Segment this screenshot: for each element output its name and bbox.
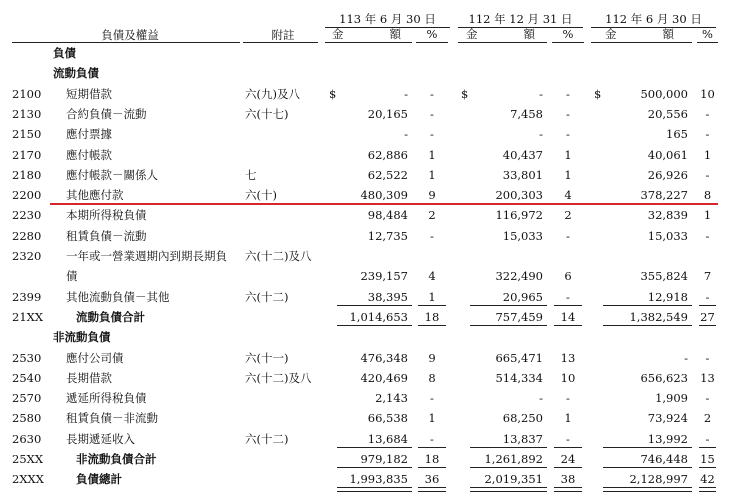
percent-value: - <box>430 107 434 121</box>
amount-rule <box>325 42 412 43</box>
account-code: 2130 <box>12 107 42 121</box>
amount-value: 26,926 <box>647 168 688 182</box>
percent-value: 1 <box>428 290 436 304</box>
percent-value: 1 <box>703 148 712 162</box>
account-name: 應付票據 <box>66 127 112 141</box>
account-code: 2180 <box>12 168 42 182</box>
amount-value: 514,334 <box>495 371 543 385</box>
percent-value: - <box>566 391 570 405</box>
percent-value: - <box>430 432 434 446</box>
percent-value: - <box>705 127 710 141</box>
note-ref: 六(十一) <box>245 351 289 365</box>
account-code: 2399 <box>12 290 42 304</box>
percent-value: 9 <box>428 351 436 365</box>
note-ref: 六(十二)及八 <box>245 249 312 263</box>
account-name: 租賃負債－流動 <box>66 229 147 243</box>
subtotal-rule <box>337 305 412 306</box>
amount-value: 62,522 <box>367 168 408 182</box>
header-note-label: 附註 <box>271 28 295 42</box>
account-name: 應付帳款－關係人 <box>66 168 158 182</box>
note-ref: 六(十二) <box>245 290 289 304</box>
percent-value: - <box>566 127 570 141</box>
amount-value: - <box>539 127 543 141</box>
amount-value: 68,250 <box>502 411 543 425</box>
period-date-label: 112 年 6 月 30 日 <box>605 12 702 26</box>
amount-value: 480,309 <box>360 188 408 202</box>
subtotal-rule <box>470 467 547 468</box>
amount-value: 1,261,892 <box>484 452 543 466</box>
account-code: 2630 <box>12 432 42 446</box>
note-ref: 六(十二) <box>245 432 289 446</box>
account-code: 2170 <box>12 148 42 162</box>
amount-value: 15,033 <box>502 229 543 243</box>
subtotal-rule <box>554 467 582 468</box>
percent-value: 8 <box>703 188 712 202</box>
amount-value: - <box>684 351 688 365</box>
percent-value: 1 <box>428 168 436 182</box>
percent-value: 36 <box>424 472 440 486</box>
amount-value: 38,395 <box>367 290 408 304</box>
percent-value: - <box>566 87 570 101</box>
amount-value: 62,886 <box>367 148 408 162</box>
subtotal-rule <box>699 305 716 306</box>
subtotal-rule <box>470 325 547 326</box>
subtotal-rule <box>603 305 692 306</box>
subtotal-rule <box>418 325 446 326</box>
account-code: 2320 <box>12 249 42 263</box>
percent-value: 14 <box>560 310 576 324</box>
amount-value: 13,992 <box>647 432 688 446</box>
percent-value: - <box>705 168 710 182</box>
subtotal-rule <box>603 325 692 326</box>
account-name: 遞延所得稅負債 <box>66 391 147 405</box>
account-name: 合約負債－流動 <box>66 107 147 121</box>
subtotal-rule <box>699 447 716 448</box>
section-heading: 流動負債 <box>53 66 99 80</box>
amount-value: 13,837 <box>502 432 543 446</box>
double-rule <box>554 487 582 492</box>
percent-value: 24 <box>560 452 576 466</box>
subtotal-rule <box>470 447 547 448</box>
highlight-underline <box>50 203 718 205</box>
subtotal-rule <box>337 447 412 448</box>
pct-label: % <box>426 27 438 41</box>
amount-value: 420,469 <box>360 371 408 385</box>
account-name: 應付公司債 <box>66 351 124 365</box>
account-code: 25XX <box>12 452 44 466</box>
amount-value: 1,993,835 <box>349 472 408 486</box>
percent-value: - <box>430 87 434 101</box>
percent-value: - <box>430 229 434 243</box>
pct-rule <box>697 42 718 43</box>
subtotal-rule <box>418 305 446 306</box>
double-rule <box>603 487 692 492</box>
percent-value: 42 <box>700 472 715 486</box>
amount-value: 165 <box>666 127 688 141</box>
percent-value: - <box>705 351 710 365</box>
amount-value: 500,000 <box>640 87 688 101</box>
account-name: 長期遞延收入 <box>66 432 135 446</box>
amount-value: 116,972 <box>495 208 543 222</box>
amount-value: 656,623 <box>640 371 688 385</box>
account-name: 長期借款 <box>66 371 112 385</box>
subtotal-rule <box>699 467 716 468</box>
percent-value: - <box>705 391 710 405</box>
subtotal-rule <box>337 467 412 468</box>
percent-value: 1 <box>564 168 572 182</box>
subtotal-rule <box>554 447 582 448</box>
account-code: 2530 <box>12 351 42 365</box>
account-code: 2200 <box>12 188 42 202</box>
percent-value: 18 <box>424 452 440 466</box>
dollar-sign: $ <box>329 87 337 101</box>
account-code: 2570 <box>12 391 42 405</box>
percent-value: - <box>566 290 570 304</box>
amount-value: 355,824 <box>640 269 688 283</box>
percent-value: 10 <box>560 371 576 385</box>
percent-value: - <box>705 290 710 304</box>
amount-rule <box>458 42 547 43</box>
subtotal-label: 流動負債合計 <box>76 310 145 324</box>
percent-value: 1 <box>564 411 572 425</box>
account-code: 2230 <box>12 208 42 222</box>
header-rule <box>12 42 240 43</box>
account-name: 短期借款 <box>66 87 112 101</box>
percent-value: - <box>430 391 434 405</box>
percent-value: - <box>705 107 710 121</box>
amount-value: 239,157 <box>360 269 408 283</box>
amount-label: 金 額 <box>466 27 535 41</box>
note-ref: 七 <box>245 168 257 182</box>
percent-value: 27 <box>700 310 715 324</box>
amount-value: 979,182 <box>360 452 408 466</box>
account-name: 一年或一營業週期內到期長期負 <box>66 249 227 263</box>
amount-value: 33,801 <box>502 168 543 182</box>
subtotal-rule <box>699 325 716 326</box>
subtotal-rule <box>554 305 582 306</box>
amount-value: 12,735 <box>367 229 408 243</box>
amount-value: 378,227 <box>640 188 688 202</box>
percent-value: 7 <box>703 269 712 283</box>
account-name: 應付帳款 <box>66 148 112 162</box>
pct-label: % <box>562 27 574 41</box>
percent-value: - <box>705 432 710 446</box>
amount-value: 40,061 <box>647 148 688 162</box>
account-name: 債 <box>66 269 78 283</box>
percent-value: 1 <box>564 148 572 162</box>
section-heading: 負債 <box>53 46 76 60</box>
section-heading: 非流動負債 <box>53 330 111 344</box>
percent-value: 2 <box>703 411 712 425</box>
percent-value: 1 <box>428 411 436 425</box>
double-rule <box>470 487 547 492</box>
amount-value: 20,556 <box>647 107 688 121</box>
percent-value: 2 <box>564 208 572 222</box>
account-name: 其他應付款 <box>66 188 124 202</box>
amount-value: 12,918 <box>647 290 688 304</box>
account-code: 2580 <box>12 411 42 425</box>
amount-value: 2,128,997 <box>629 472 688 486</box>
subtotal-label: 負債總計 <box>76 472 122 486</box>
note-ref: 六(十七) <box>245 107 289 121</box>
amount-value: 2,019,351 <box>484 472 543 486</box>
double-rule <box>418 487 446 492</box>
amount-value: - <box>404 87 408 101</box>
percent-value: 4 <box>564 188 572 202</box>
subtotal-rule <box>603 467 692 468</box>
period-date-label: 112 年 12 月 31 日 <box>468 12 573 26</box>
amount-value: - <box>539 87 543 101</box>
account-name: 其他流動負債－其他 <box>66 290 170 304</box>
percent-value: - <box>430 127 434 141</box>
percent-value: 6 <box>564 269 572 283</box>
percent-value: - <box>566 229 570 243</box>
percent-value: 8 <box>428 371 436 385</box>
subtotal-rule <box>418 467 446 468</box>
account-name: 本期所得稅負債 <box>66 208 147 222</box>
amount-value: 20,165 <box>367 107 408 121</box>
note-ref: 六(十二)及八 <box>245 371 312 385</box>
amount-value: 665,471 <box>495 351 543 365</box>
account-code: 2280 <box>12 229 42 243</box>
double-rule <box>337 487 412 492</box>
header-item-label: 負債及權益 <box>101 28 159 42</box>
account-code: 21XX <box>12 310 44 324</box>
subtotal-rule <box>603 447 692 448</box>
amount-value: 66,538 <box>367 411 408 425</box>
percent-value: 13 <box>700 371 715 385</box>
subtotal-rule <box>418 447 446 448</box>
percent-value: 13 <box>560 351 576 365</box>
subtotal-rule <box>554 325 582 326</box>
subtotal-label: 非流動負債合計 <box>76 452 157 466</box>
percent-value: - <box>566 432 570 446</box>
amount-value: 1,014,653 <box>349 310 408 324</box>
subtotal-rule <box>470 305 547 306</box>
amount-value: - <box>404 127 408 141</box>
amount-value: 13,684 <box>367 432 408 446</box>
pct-rule <box>552 42 584 43</box>
amount-value: 20,965 <box>502 290 543 304</box>
percent-value: 10 <box>700 87 715 101</box>
account-code: 2540 <box>12 371 42 385</box>
percent-value: 2 <box>428 208 436 222</box>
dollar-sign: $ <box>594 87 602 101</box>
header-rule <box>243 42 318 43</box>
amount-rule <box>591 42 692 43</box>
note-ref: 六(十) <box>245 188 277 202</box>
amount-value: 73,924 <box>647 411 688 425</box>
amount-value: 7,458 <box>510 107 543 121</box>
amount-value: 476,348 <box>360 351 408 365</box>
dollar-sign: $ <box>461 87 469 101</box>
percent-value: 9 <box>428 188 436 202</box>
amount-value: 15,033 <box>647 229 688 243</box>
percent-value: 1 <box>703 208 712 222</box>
amount-value: 2,143 <box>375 391 408 405</box>
percent-value: - <box>705 229 710 243</box>
percent-value: 18 <box>424 310 440 324</box>
note-ref: 六(九)及八 <box>245 87 300 101</box>
pct-rule <box>416 42 448 43</box>
double-rule <box>699 487 716 492</box>
amount-value: 322,490 <box>495 269 543 283</box>
pct-label: % <box>702 27 713 41</box>
percent-value: 4 <box>428 269 436 283</box>
account-code: 2XXX <box>12 472 44 486</box>
amount-value: 98,484 <box>367 208 408 222</box>
account-name: 租賃負債－非流動 <box>66 411 158 425</box>
amount-label: 金 額 <box>605 27 674 41</box>
amount-value: - <box>539 391 543 405</box>
amount-value: 757,459 <box>495 310 543 324</box>
amount-value: 40,437 <box>502 148 543 162</box>
percent-value: 15 <box>700 452 715 466</box>
amount-value: 1,909 <box>655 391 688 405</box>
amount-value: 1,382,549 <box>629 310 688 324</box>
period-date-label: 113 年 6 月 30 日 <box>339 12 436 26</box>
percent-value: 38 <box>560 472 576 486</box>
account-code: 2150 <box>12 127 42 141</box>
amount-label: 金 額 <box>332 27 401 41</box>
amount-value: 200,303 <box>495 188 543 202</box>
account-code: 2100 <box>12 87 42 101</box>
percent-value: - <box>566 107 570 121</box>
amount-value: 746,448 <box>640 452 688 466</box>
percent-value: 1 <box>428 148 436 162</box>
subtotal-rule <box>337 325 412 326</box>
amount-value: 32,839 <box>647 208 688 222</box>
